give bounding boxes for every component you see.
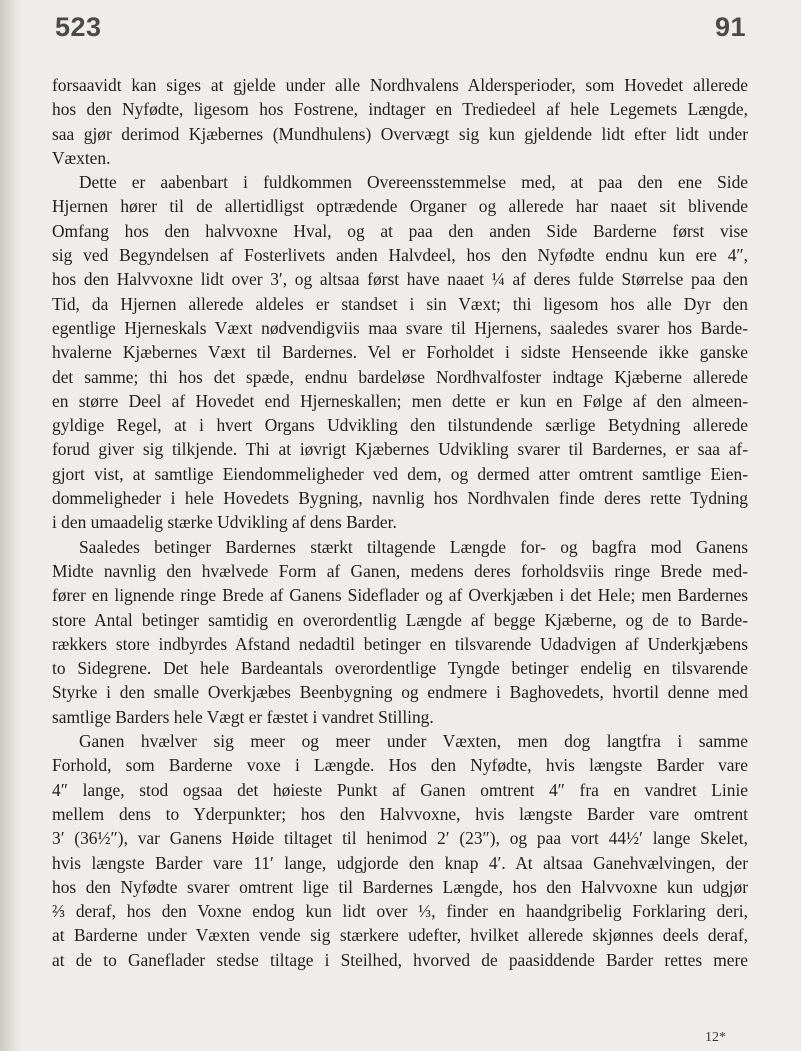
- text-line: hos den Nyfødte svarer omtrent lige til Bardernes Længde, hos den Halvvoxne kun udgjør: [52, 876, 748, 897]
- text-line: dommeligheder i hele Hovedets Bygning, navnlig hos Nordhvalen finde deres rette Tydning: [52, 488, 748, 509]
- text-line: hvis længste Barder vare 11′ lange, udgjorde den knap 4′. At altsaa Ganehvælvingen, der: [52, 852, 748, 873]
- text-line: egentlige Hjerneskals Væxt nødvendigviis maa svare til Hjernens, saaledes svarer hos Barde-: [52, 317, 748, 338]
- text-line: i den umaadelig stærke Udvikling af dens Barder.: [52, 512, 397, 533]
- paragraph-start-line: Ganen hvælver sig meer og meer under Væxten, men dog langtfra i samme: [79, 731, 748, 752]
- text-line: Hjernen hører til de allertidligst optrædende Organer og allerede har naaet sit blivende: [52, 196, 748, 217]
- paragraph-start-line: Dette er aabenbart i fuldkommen Overeensstemmelse med, at paa den ene Side: [79, 172, 748, 193]
- text-line: at de to Ganeflader stedse tiltage i Steilhed, hvorved de paasiddende Barder rettes mere: [52, 949, 748, 970]
- text-line: 4″ lange, stod ogsaa det høieste Punkt af Ganen omtrent 4″ fra en vandret Linie: [52, 779, 748, 800]
- text-line: ⅔ deraf, hos den Voxne endog kun lidt over ⅓, finder en haandgribelig Forklaring deri,: [52, 901, 748, 922]
- body-text: [52, 73, 748, 972]
- paragraph-start-line: Saaledes betinger Bardernes stærkt tiltagende Længde for- og bagfra mod Ganens: [79, 536, 748, 557]
- text-line: Forhold, som Barderne voxe i Længde. Hos den Nyfødte, hvis længste Barder vare: [52, 755, 748, 776]
- text-line: fører en lignende ringe Brede af Ganens Sideflader og af Overkjæben i det Hele; men Bardernes: [52, 585, 748, 606]
- page-number-left: 523: [55, 12, 102, 42]
- text-line: to Sidegrene. Det hele Bardeantals overordentlige Tyngde betinger endelig en tilsvarende: [52, 658, 748, 679]
- text-line: forud giver sig tilkjende. Thi at iøvrigt Kjæbernes Udvikling svarer til Bardernes, er saa af-: [52, 439, 748, 460]
- text-line: store Antal betinger samtidig en overordentlig Længde af begge Kjæberne, og de to Barde-: [52, 609, 748, 630]
- text-line: 3′ (36½″), var Ganens Høide tiltaget til henimod 2′ (23″), og paa vort 44½′ lange Skelet,: [52, 828, 748, 849]
- printer-signature-mark: 12*: [705, 1030, 726, 1045]
- text-line: Styrke i den smalle Overkjæbes Beenbygning og endmere i Baghovedets, hvortil denne med: [52, 682, 748, 703]
- text-line: samtlige Barders hele Vægt er fæstet i vandret Stilling.: [52, 706, 434, 727]
- text-line: gjort vist, at samtlige Eiendommeligheder ved dem, og dermed atter omtrent samtlige Eien-: [52, 463, 748, 484]
- text-line: hos den Halvvoxne lidt over 3′, og altsaa først have naaet ¼ af deres fulde Størrelse paa den: [52, 269, 748, 290]
- text-line: forsaavidt kan siges at gjelde under alle Nordhvalens Aldersperioder, som Hovedet allerede: [52, 75, 748, 95]
- text-line: Omfang hos den halvvoxne Hval, og at paa den anden Side Barderne først vise: [52, 220, 748, 241]
- text-line: saa gjør derimod Kjæbernes (Mundhulens) Overvægt sig kun gjeldende lidt efter lidt under: [52, 123, 748, 144]
- text-line: Midte navnlig den hvælvede Form af Ganen, medens deres forholdsviis ringe Brede med-: [52, 560, 748, 581]
- text-line: Væxten.: [52, 147, 111, 168]
- page-number-right: 91: [715, 12, 747, 42]
- book-gutter-shadow: [0, 0, 22, 1051]
- text-line: en større Deel af Hovedet end Hjerneskallen; men dette er kun en Følge af den almeen-: [52, 390, 748, 411]
- text-line: det samme; thi hos det spæde, endnu bardeløse Nordhvalfoster indtage Kjæberne allerede: [52, 366, 748, 387]
- text-line: gyldige Regel, at i hvert Organs Udvikling den tilstundende særlige Betydning allerede: [52, 415, 748, 436]
- text-line: at Barderne under Væxten vende sig stærkere udefter, hvilket allerede skjønnes deels deraf,: [52, 925, 748, 946]
- text-line: hos den Nyfødte, ligesom hos Fostrene, indtager en Trediedeel af hele Legemets Længde,: [52, 99, 748, 120]
- text-line: mellem dens to Yderpunkter; hos den Halvvoxne, hvis længste Barder vare omtrent: [52, 803, 748, 824]
- text-line: hvalerne Kjæbernes Væxt til Bardernes. Vel er Forholdet i sidste Henseende ikke ganske: [52, 342, 748, 363]
- text-line: Tid, da Hjernen allerede aldeles er standset i sin Væxt; thi ligesom hos alle Dyr den: [52, 293, 748, 314]
- text-line: rækkers store indbyrdes Afstand nedadtil betinger en tilsvarende Udadvigen af Underkjæbens: [52, 633, 748, 654]
- text-line: sig ved Begyndelsen af Fosterlivets anden Halvdeel, hos den Nyfødte endnu kun ere 4″,: [52, 245, 748, 266]
